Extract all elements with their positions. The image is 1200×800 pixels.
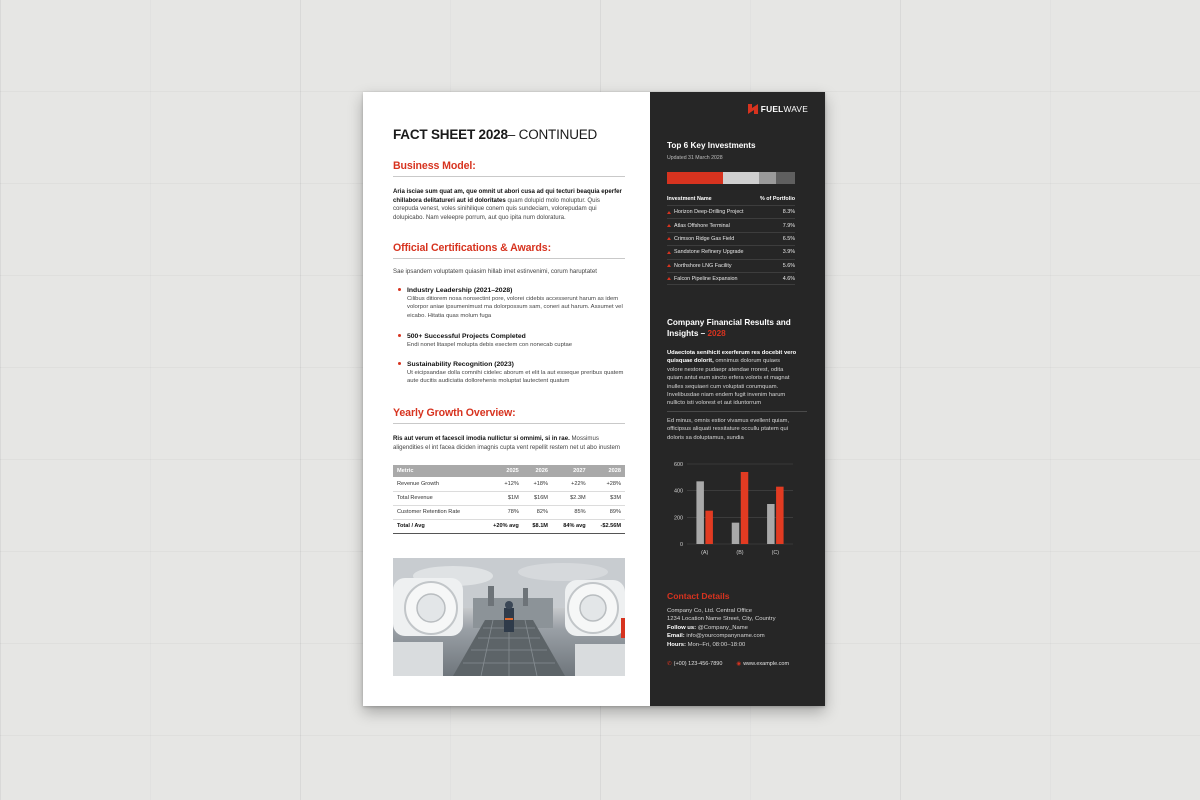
investment-pct: 4.6% xyxy=(782,275,795,282)
bar-c-series-2 xyxy=(776,487,784,544)
email-value: info@yourcompanyname.com xyxy=(684,633,765,640)
follow-label: Follow us: xyxy=(667,624,697,631)
portfolio-segment-4 xyxy=(776,172,795,184)
table-cell: Customer Retention Rate xyxy=(393,505,481,519)
portfolio-share-bar xyxy=(667,172,795,184)
business-model-body: quam dolupid molo moluptur. Quis corepuda venest, voles sinihilique conem quis sundeciam, volorepudam qui dolupicabo. Nam veleepre porrum, aut quo ipita num doloratura. xyxy=(393,196,600,221)
financial-heading xyxy=(667,318,807,339)
investment-name: Northshore LNG Facility xyxy=(674,262,732,269)
cert-title: Industry Leadership (2021–2028) xyxy=(407,287,513,294)
bullet-icon xyxy=(398,288,401,291)
pipeline-illustration xyxy=(393,558,625,676)
y-tick-label: 600 xyxy=(674,462,683,468)
triangle-up-icon xyxy=(667,264,671,267)
globe-icon: ◉ xyxy=(736,661,742,667)
x-tick-label: (B) xyxy=(736,550,744,556)
column-header: 2026 xyxy=(523,465,552,477)
investment-pct: 7.9% xyxy=(782,222,795,229)
table-row xyxy=(393,505,625,519)
investments-list xyxy=(667,205,795,285)
hours-label: Hours: xyxy=(667,641,686,648)
y-tick-label: 200 xyxy=(674,515,683,522)
table-cell: Total Revenue xyxy=(393,491,481,505)
table-cell: +28% xyxy=(590,477,625,491)
triangle-up-icon xyxy=(667,237,671,240)
bar-b-series-2 xyxy=(741,472,749,544)
table-cell: +20% avg xyxy=(481,519,523,533)
growth-lead: Ris aut verum et facescil imodia nullictur si omnimi, si in rae. xyxy=(393,435,570,442)
right-column xyxy=(650,92,825,706)
phone-number: (+00) 123-456-7890 xyxy=(673,661,723,667)
investment-pct: 8.3% xyxy=(782,209,795,216)
financial-body: omnimus dolorum quiaes volore nestore pudaepr atendae rrorest, odita quiam antut eum sincto erfera voloris et magnat inulles sequiaeri cum voluptati corumquam. Invelibusdae niam endem fugit invenim harum nullicto isti volorest et aut iduntorrum xyxy=(667,358,790,407)
column-header: 2027 xyxy=(552,465,590,477)
table-header-row xyxy=(393,465,625,477)
list-item xyxy=(398,332,624,349)
bar-c-series-1 xyxy=(767,504,775,544)
website-link[interactable] xyxy=(736,661,789,667)
website-url: www.example.com xyxy=(743,661,790,667)
column-header: Investment Name xyxy=(667,196,712,202)
contact-hours xyxy=(667,641,807,649)
certifications-heading: Official Certifications & Awards: xyxy=(393,242,551,254)
column-header: 2028 xyxy=(590,465,625,477)
growth-heading: Yearly Growth Overview: xyxy=(393,407,516,419)
table-row xyxy=(667,218,795,231)
column-header: 2025 xyxy=(481,465,523,477)
x-tick-label: (C) xyxy=(771,550,780,556)
triangle-up-icon xyxy=(667,251,671,254)
cert-title: Sustainability Recognition (2023) xyxy=(407,361,514,368)
y-tick-label: 0 xyxy=(680,542,683,548)
column-header: % of Portfolio xyxy=(759,196,795,202)
growth-body: Mossimus aligendities el int facea diciden imagnis cupta vent repellit restem net ut abo inustem xyxy=(393,435,620,451)
column-header: Metric xyxy=(393,465,481,477)
portfolio-segment-1 xyxy=(667,172,723,184)
investment-name: Falcon Pipeline Expansion xyxy=(674,275,738,282)
contact-details xyxy=(667,607,807,649)
hours-value: Mon–Fri, 08:00–18:00 xyxy=(685,641,746,648)
triangle-up-icon xyxy=(667,224,671,227)
table-cell: 84% avg xyxy=(552,519,590,533)
financial-heading-text: Company Financial Results and Insights – xyxy=(667,318,791,338)
business-model-heading: Business Model: xyxy=(393,160,476,172)
cert-desc: Endi nonet litaspel molupta debis esectem con nonecab cuptae xyxy=(407,342,573,348)
table-cell: +22% xyxy=(552,477,590,491)
business-model-text xyxy=(393,188,625,222)
table-cell: $16M xyxy=(523,491,552,505)
investment-name: Sandstone Refinery Upgrade xyxy=(674,249,744,256)
x-tick-label: (A) xyxy=(701,550,709,556)
contact-heading: Contact Details xyxy=(667,591,730,601)
table-row xyxy=(667,205,795,218)
bar-a-series-1 xyxy=(696,481,704,544)
brand-name xyxy=(761,104,808,114)
investment-pct: 5.6% xyxy=(782,262,795,269)
table-row xyxy=(667,259,795,272)
table-cell: -$2.56M xyxy=(590,519,625,533)
table-row xyxy=(667,245,795,258)
table-cell: 78% xyxy=(481,505,523,519)
contact-address: 1234 Location Name Street, City, Country xyxy=(667,616,776,623)
investment-pct: 3.9% xyxy=(782,249,795,256)
fuelwave-logo-icon xyxy=(748,104,758,114)
portfolio-segment-2 xyxy=(723,172,759,184)
contact-footer xyxy=(667,661,807,667)
divider xyxy=(393,423,625,424)
list-item xyxy=(398,360,624,386)
cert-title: 500+ Successful Projects Completed xyxy=(407,333,526,340)
phone-link[interactable] xyxy=(667,661,722,667)
y-tick-label: 400 xyxy=(674,488,683,495)
certifications-intro: Sae ipsandem voluptatem quiasim hillab imet estinvenimi, corum haruptatet xyxy=(393,268,597,275)
table-cell: $8.1M xyxy=(523,519,552,533)
contact-email xyxy=(667,632,807,640)
triangle-up-icon xyxy=(667,277,671,280)
financial-bar-chart xyxy=(667,460,797,564)
phone-icon: ✆ xyxy=(667,661,672,667)
financial-text xyxy=(667,349,797,408)
divider xyxy=(393,176,625,177)
cert-desc: Ut eicipsandae dolla comnihi cidelec aborum et elit la aut esseque preribus quatem aute ducitis audiciatia dollorehenis moluptat lautectent quatum xyxy=(407,370,624,385)
table-cell: +18% xyxy=(523,477,552,491)
bullet-icon xyxy=(398,334,401,337)
left-column xyxy=(363,92,650,706)
fact-sheet-page xyxy=(363,92,825,706)
title-continued: – CONTINUED xyxy=(507,127,598,142)
industrial-pipeline-photo xyxy=(393,558,625,676)
page-title xyxy=(393,127,597,142)
triangle-up-icon xyxy=(667,211,671,214)
table-cell: $3M xyxy=(590,491,625,505)
investments-table-header xyxy=(667,196,795,202)
divider xyxy=(393,258,625,259)
follow-value: @Company_Name xyxy=(696,624,748,631)
table-row xyxy=(667,272,795,285)
business-model-lead: Aria isciae sum quat am, que omnit ut abori cusa ad qui tecturi beaquia eperfer chillabora delitatureri aut id doloritates xyxy=(393,188,622,204)
financial-lead: Udaectota senihicit exerferum res docebit vero quisquae dolorit, xyxy=(667,350,797,365)
investment-name: Atlas Offshore Terminal xyxy=(674,222,730,229)
growth-text xyxy=(393,435,625,452)
divider xyxy=(667,411,807,412)
brand-name-rest: WAVE xyxy=(783,104,808,114)
contact-follow xyxy=(667,624,807,632)
table-cell: 85% xyxy=(552,505,590,519)
brand-logo xyxy=(748,104,808,114)
table-cell: 89% xyxy=(590,505,625,519)
table-row xyxy=(393,491,625,505)
email-label: Email: xyxy=(667,633,685,640)
table-total-row xyxy=(393,519,625,533)
table-cell: Total / Avg xyxy=(393,519,481,533)
contact-company: Company Co, Ltd. Central Office xyxy=(667,608,753,614)
title-main: FACT SHEET 2028 xyxy=(393,127,508,142)
financial-heading-year: 2028 xyxy=(707,328,726,338)
cert-desc: Cilibus ditiorem nosa nonsectint pore, volorei cidebis accesserunt harum as idem volorpor aniae ipsumenimust ma dolorpossum sam, coneri aut harum. Assumet vel eicabo. Hitatia quas molum fuga xyxy=(407,296,623,319)
growth-table xyxy=(393,465,625,534)
table-cell: 82% xyxy=(523,505,552,519)
investment-pct: 6.5% xyxy=(782,235,795,242)
financial-text-secondary: Ed minus, omnis estior vivamus evellent quiam, officipsus aliquati ressitature occullu ptatem qui doloris sa doluptamus, sundia xyxy=(667,418,790,441)
bar-b-series-1 xyxy=(732,523,740,544)
table-cell: +12% xyxy=(481,477,523,491)
list-item xyxy=(398,286,624,320)
table-row xyxy=(667,232,795,245)
bullet-icon xyxy=(398,362,401,365)
investments-heading: Top 6 Key Investments xyxy=(667,141,756,150)
table-cell: $1M xyxy=(481,491,523,505)
table-cell: $2.3M xyxy=(552,491,590,505)
portfolio-segment-3 xyxy=(759,172,776,184)
investment-name: Crimson Ridge Gas Field xyxy=(674,235,735,242)
bar-a-series-2 xyxy=(705,511,713,544)
investment-name: Horizon Deep-Drilling Project xyxy=(674,209,744,216)
table-row xyxy=(393,477,625,491)
brand-name-bold: FUEL xyxy=(760,104,784,114)
investments-updated: Updated 31 March 2028 xyxy=(667,155,723,161)
table-cell: Revenue Growth xyxy=(393,477,481,491)
